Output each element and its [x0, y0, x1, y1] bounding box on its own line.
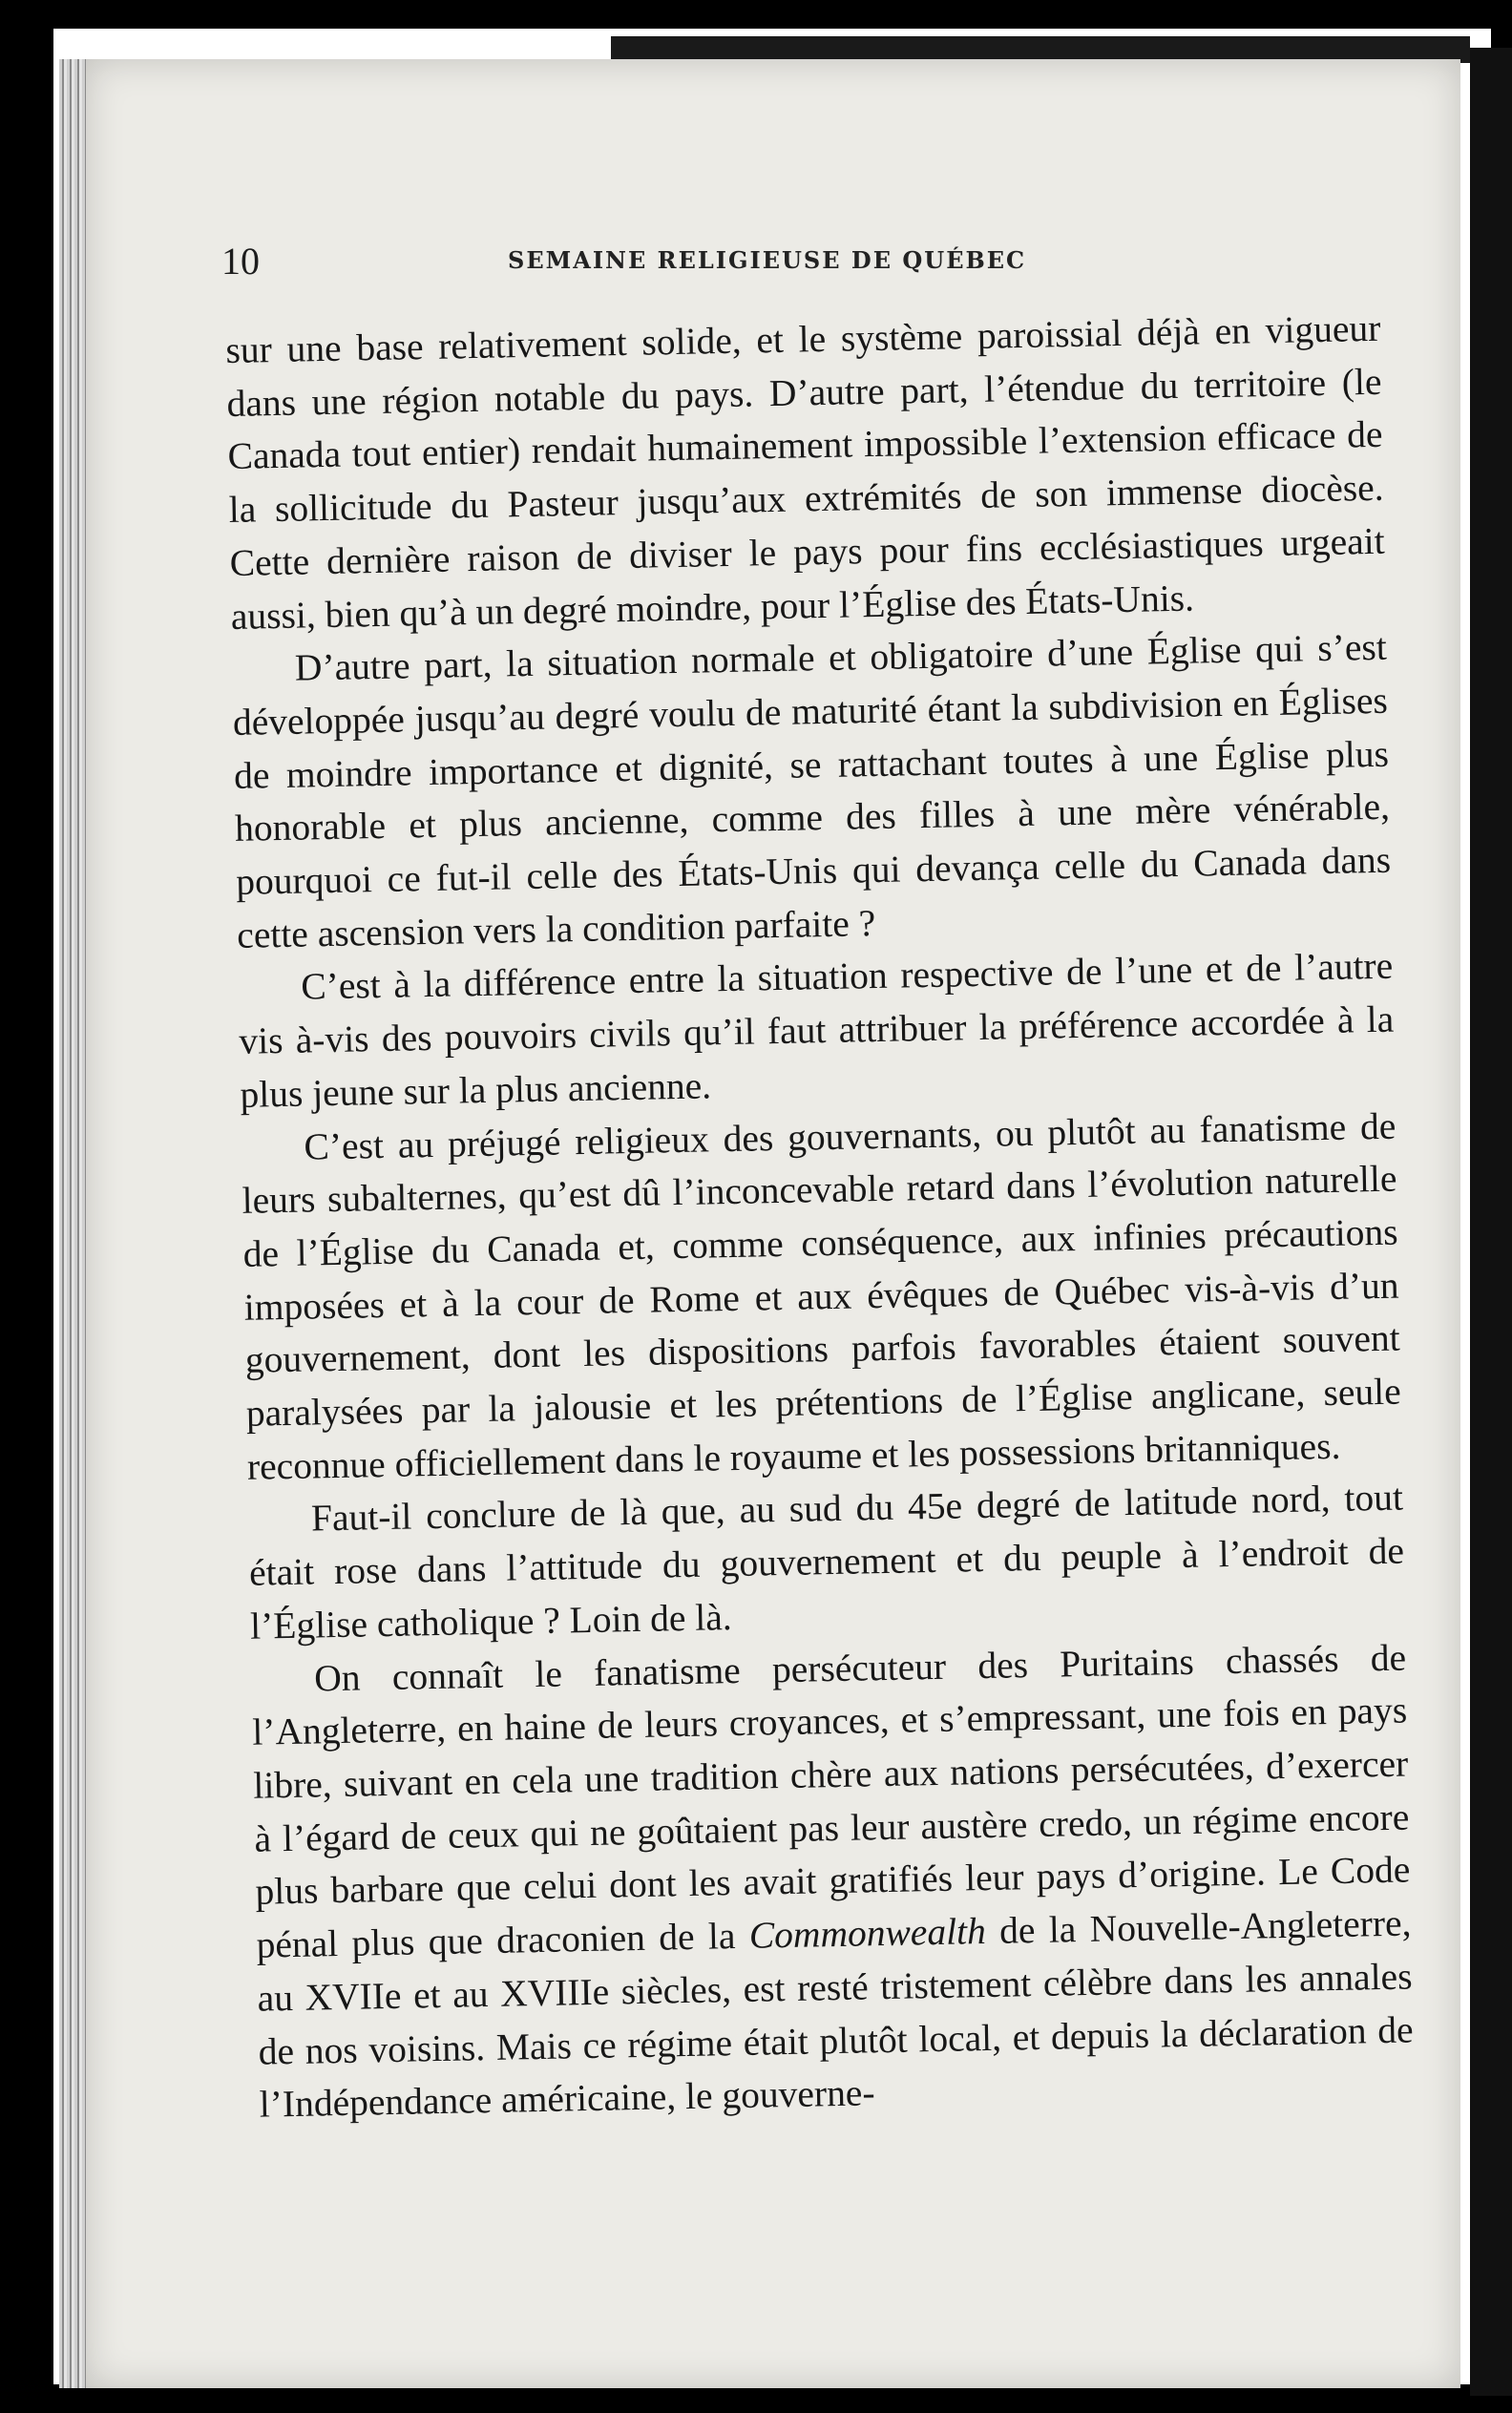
paragraph-text: de la Nouvelle-Angleterre, au XVIIe et au XVIIIe siècles, est resté tristement célèbre dans les annales de nos voisins. Mais ce régime était plutôt local, et depuis la déclaration de l’Indépendance américaine, le gouverne-	[257, 1901, 1414, 2126]
italic-term: Commonwealth	[748, 1910, 987, 1957]
page-number: 10	[221, 240, 260, 283]
running-head: SEMAINE RELIGIEUSE DE QUÉBEC	[508, 246, 1027, 274]
paragraph	[251, 1631, 1415, 2131]
paragraph: D’autre part, la situation normale et obligatoire d’une Église qui s’est développée jusqu’au degré voulu de maturité étant la subdivision en Églises de moindre importance et dignité, se rattachant toutes à une Église plus honorable et plus ancienne, comme des filles à une mère vénérable, pourquoi ce fut-il celle des États-Unis qui devança celle du Canada dans cette ascension vers la condition parfaite ?	[232, 625, 1392, 956]
page-header	[221, 239, 1081, 296]
paragraph: C’est à la différence entre la situation respective de l’une et de l’autre vis à-vis des pouvoirs civils qu’il faut attribuer la préférence accordée à la plus jeune sur la plus ancienne.	[238, 945, 1395, 1116]
body-text	[225, 303, 1415, 2132]
paragraph-text: On connaît le fanatisme persécuteur des Puritains chassés de l’Angleterre, en haine de leurs croyances, et s’empressant, une fois en pays libre, suivant en cela une tradition chère aux nations persécutées, d’exercer à l’égard de ceux qui ne goûtaient pas leur austère credo, un régime encore plus barbare que celui dont les avait gratifiés leur pays d’origine. Le Code pénal plus que draconien de la	[251, 1636, 1411, 1966]
paragraph: C’est au préjugé religieux des gouvernants, ou plutôt au fanatisme de leurs subalternes, qu’est dû l’inconcevable retard dans l’évolution naturelle de l’Église du Canada et, comme conséquence, aux infinies précautions imposées et à la cour de Rome et aux évêques de Québec vis-à-vis d’un gouvernement, dont les dispositions parfois favorables étaient souvent paralysées par la jalousie et les prétentions de l’Église anglicane, seule reconnue officiellement dans le royaume et les possessions britanniques.	[242, 1104, 1402, 1488]
paragraph: Faut-il conclure de là que, au sud du 45e degré de latitude nord, tout était rose dans l’attitude du gouvernement et du peuple à l’endroit de l’Église catholique ? Loin de là.	[248, 1477, 1405, 1647]
scan-border-right	[1470, 48, 1512, 2396]
paragraph: sur une base relativement solide, et le système paroissial déjà en vigueur dans une région notable du pays. D’autre part, l’étendue du territoire (le Canada tout entier) rendait humainement impossible l’extension efficace de la sollicitude du Pasteur jusqu’aux extrémités de son immense diocèse. Cette dernière raison de diviser le pays pour fins ecclésiastiques urgeait aussi, bien qu’à un degré moindre, pour l’Église des États-Unis.	[225, 306, 1385, 638]
